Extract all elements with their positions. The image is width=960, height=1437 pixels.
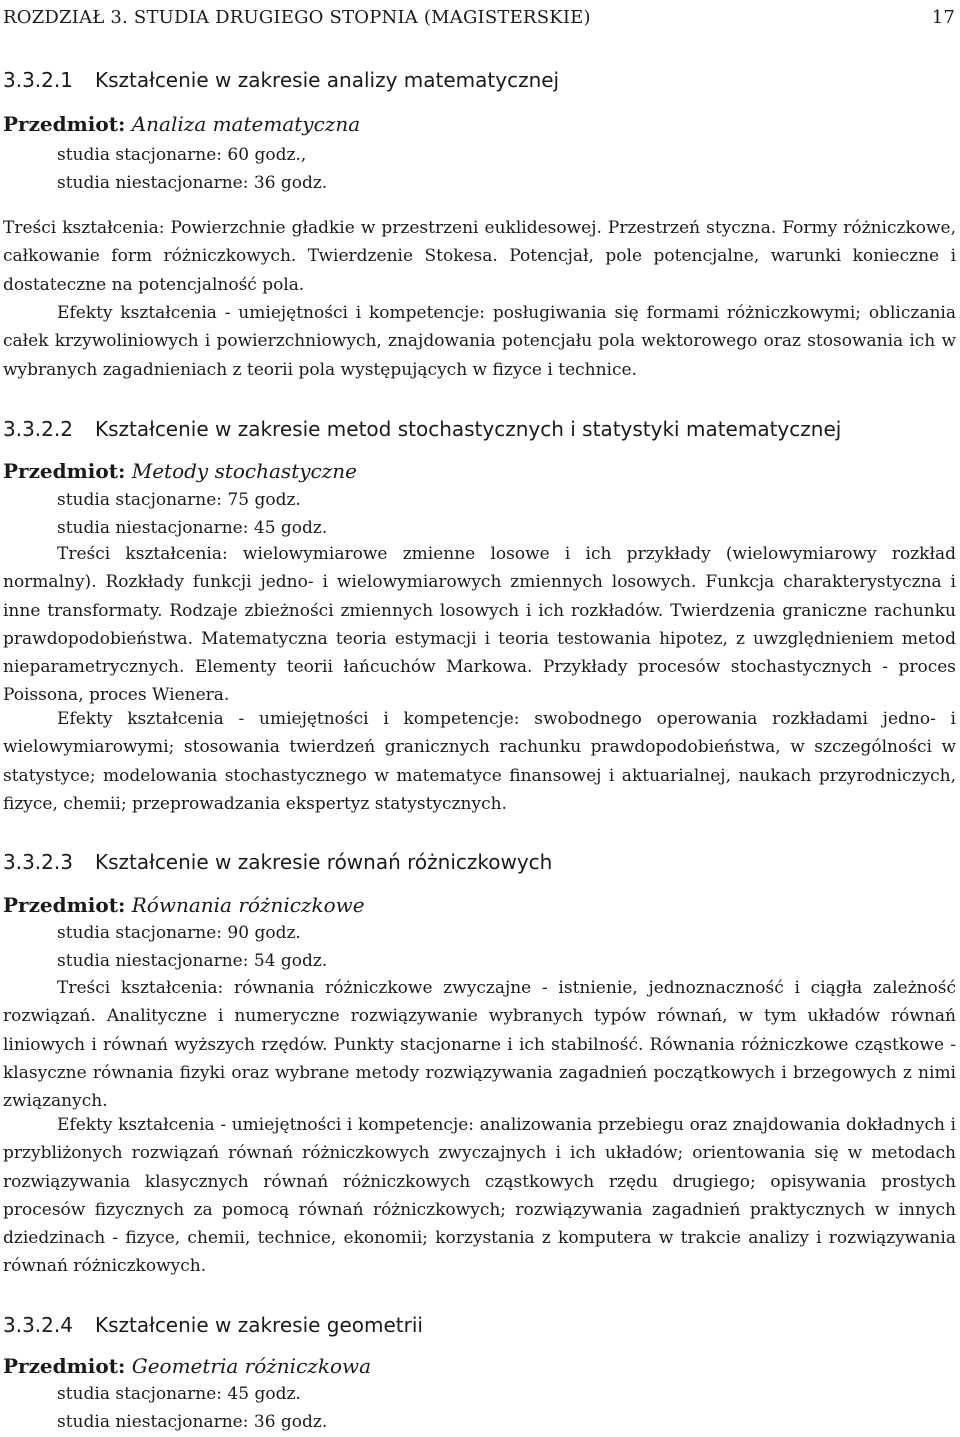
outcomes-paragraph: Efekty kształcenia - umiejętności i kompetencje: analizowania przebiegu oraz znajdowania dokładnych i przybliżonych rozwiązań równań różniczkowych zwyczajnych i ich układów; orientowania się w metodach rozwiązywania klasycznych równań różniczkowych cząstkowych rzędu drugiego; opisywania prostych procesów fizycznych za pomocą równań różniczkowych; rozwiązywania zagadnień praktycznych w innych dziedzinach - fizyce, chemii, technice, ekonomii; korzystania z komputera w trakcie analizy i rozwiązywania równań różniczkowych.	[3, 1115, 956, 1277]
hours-block	[3, 486, 956, 543]
hours-fulltime: studia stacjonarne: 45 godz.	[57, 1384, 301, 1404]
section-number: 3.3.2.4	[3, 1313, 73, 1337]
subject-name: Równania różniczkowe	[131, 893, 365, 917]
hours-fulltime: studia stacjonarne: 75 godz.	[57, 490, 301, 510]
hours-block	[3, 1380, 956, 1437]
hours-parttime: studia niestacjonarne: 36 godz.	[57, 173, 328, 194]
subject-name: Geometria różniczkowa	[131, 1354, 372, 1378]
hours-fulltime: studia stacjonarne: 60 godz.,	[57, 145, 307, 165]
hours-parttime: studia niestacjonarne: 54 godz.	[57, 951, 328, 972]
section-title: Kształcenie w zakresie analizy matematycznej	[95, 68, 560, 92]
section-heading	[3, 1311, 423, 1339]
section-number: 3.3.2.2	[3, 417, 73, 441]
subject-line	[3, 457, 357, 485]
page-number: 17	[931, 7, 955, 28]
subject-name: Analiza matematyczna	[131, 112, 361, 136]
content-paragraph: Treści kształcenia: Powierzchnie gładkie w przestrzeni euklidesowej. Przestrzeń styczna. Formy różniczkowe, całkowanie form różniczkowych. Twierdzenie Stokesa. Potencjał, pole potencjalne, warunki konieczne i dostateczne na potencjalność pola.	[3, 218, 956, 295]
section-title: Kształcenie w zakresie geometrii	[95, 1313, 423, 1337]
section-heading	[3, 415, 841, 443]
hours-parttime: studia niestacjonarne: 45 godz.	[57, 518, 328, 539]
hours-fulltime: studia stacjonarne: 90 godz.	[57, 923, 301, 943]
section-number: 3.3.2.1	[3, 68, 73, 92]
hours-block	[3, 141, 956, 198]
outcomes-paragraph: Efekty kształcenia - umiejętności i kompetencje: posługiwania się formami różniczkowymi; obliczania całek krzywoliniowych i powierzchniowych, znajdowania potencjału pola wektorowego oraz stosowania ich w wybranych zagadnieniach z teorii pola występujących w fizyce i technice.	[3, 303, 956, 380]
hours-block	[3, 919, 956, 976]
chapter-title: ROZDZIAŁ 3. STUDIA DRUGIEGO STOPNIA (MAGISTERSKIE)	[3, 7, 591, 28]
section-heading	[3, 848, 552, 876]
subject-label: Przedmiot:	[3, 893, 126, 917]
content-paragraph: Treści kształcenia: wielowymiarowe zmienne losowe i ich przykłady (wielowymiarowy rozkład normalny). Rozkłady funkcji jedno- i wielowymiarowych zmiennych losowych. Funkcja charakterystyczna i inne transformaty. Rodzaje zbieżności zmiennych losowych i ich rozkładów. Twierdzenia graniczne rachunku prawdopodobieństwa. Matematyczna teoria estymacji i teoria testowania hipotez, z uwzględnieniem metod nieparametrycznych. Elementy teorii łańcuchów Markowa. Przykłady procesów stochastycznych - proces Poissona, proces Wienera.	[3, 544, 956, 706]
section-title: Kształcenie w zakresie metod stochastycznych i statystyki matematycznej	[95, 417, 842, 441]
subject-line	[3, 891, 365, 919]
section-title: Kształcenie w zakresie równań różniczkowych	[95, 850, 553, 874]
subject-line	[3, 110, 360, 138]
subject-label: Przedmiot:	[3, 1354, 126, 1378]
outcomes-paragraph: Efekty kształcenia - umiejętności i kompetencje: swobodnego operowania rozkładami jedno- i wielowymiarowymi; stosowania twierdzeń granicznych rachunku prawdopodobieństwa, w szczególności w statystyce; modelowania stochastycznego w matematyce finansowej i aktuarialnej, naukach przyrodniczych, fizyce, chemii; przeprowadzania ekspertyz statystycznych.	[3, 709, 956, 814]
content-paragraph: Treści kształcenia: równania różniczkowe zwyczajne - istnienie, jednoznaczność i ciągła zależność rozwiązań. Analityczne i numeryczne rozwiązywanie wybranych typów równań, w tym układów równań liniowych i równań wyższych rzędów. Punkty stacjonarne i ich stabilność. Równania różniczkowe cząstkowe - klasyczne równania fizyki oraz wybrane metody rozwiązywania zagadnień początkowych i brzegowych z nimi związanych.	[3, 978, 956, 1112]
hours-parttime: studia niestacjonarne: 36 godz.	[57, 1412, 328, 1433]
section-number: 3.3.2.3	[3, 850, 73, 874]
running-header	[3, 0, 955, 36]
subject-name: Metody stochastyczne	[131, 459, 357, 483]
subject-label: Przedmiot:	[3, 112, 126, 136]
subject-line	[3, 1352, 371, 1380]
section-heading	[3, 66, 559, 94]
subject-label: Przedmiot:	[3, 459, 126, 483]
